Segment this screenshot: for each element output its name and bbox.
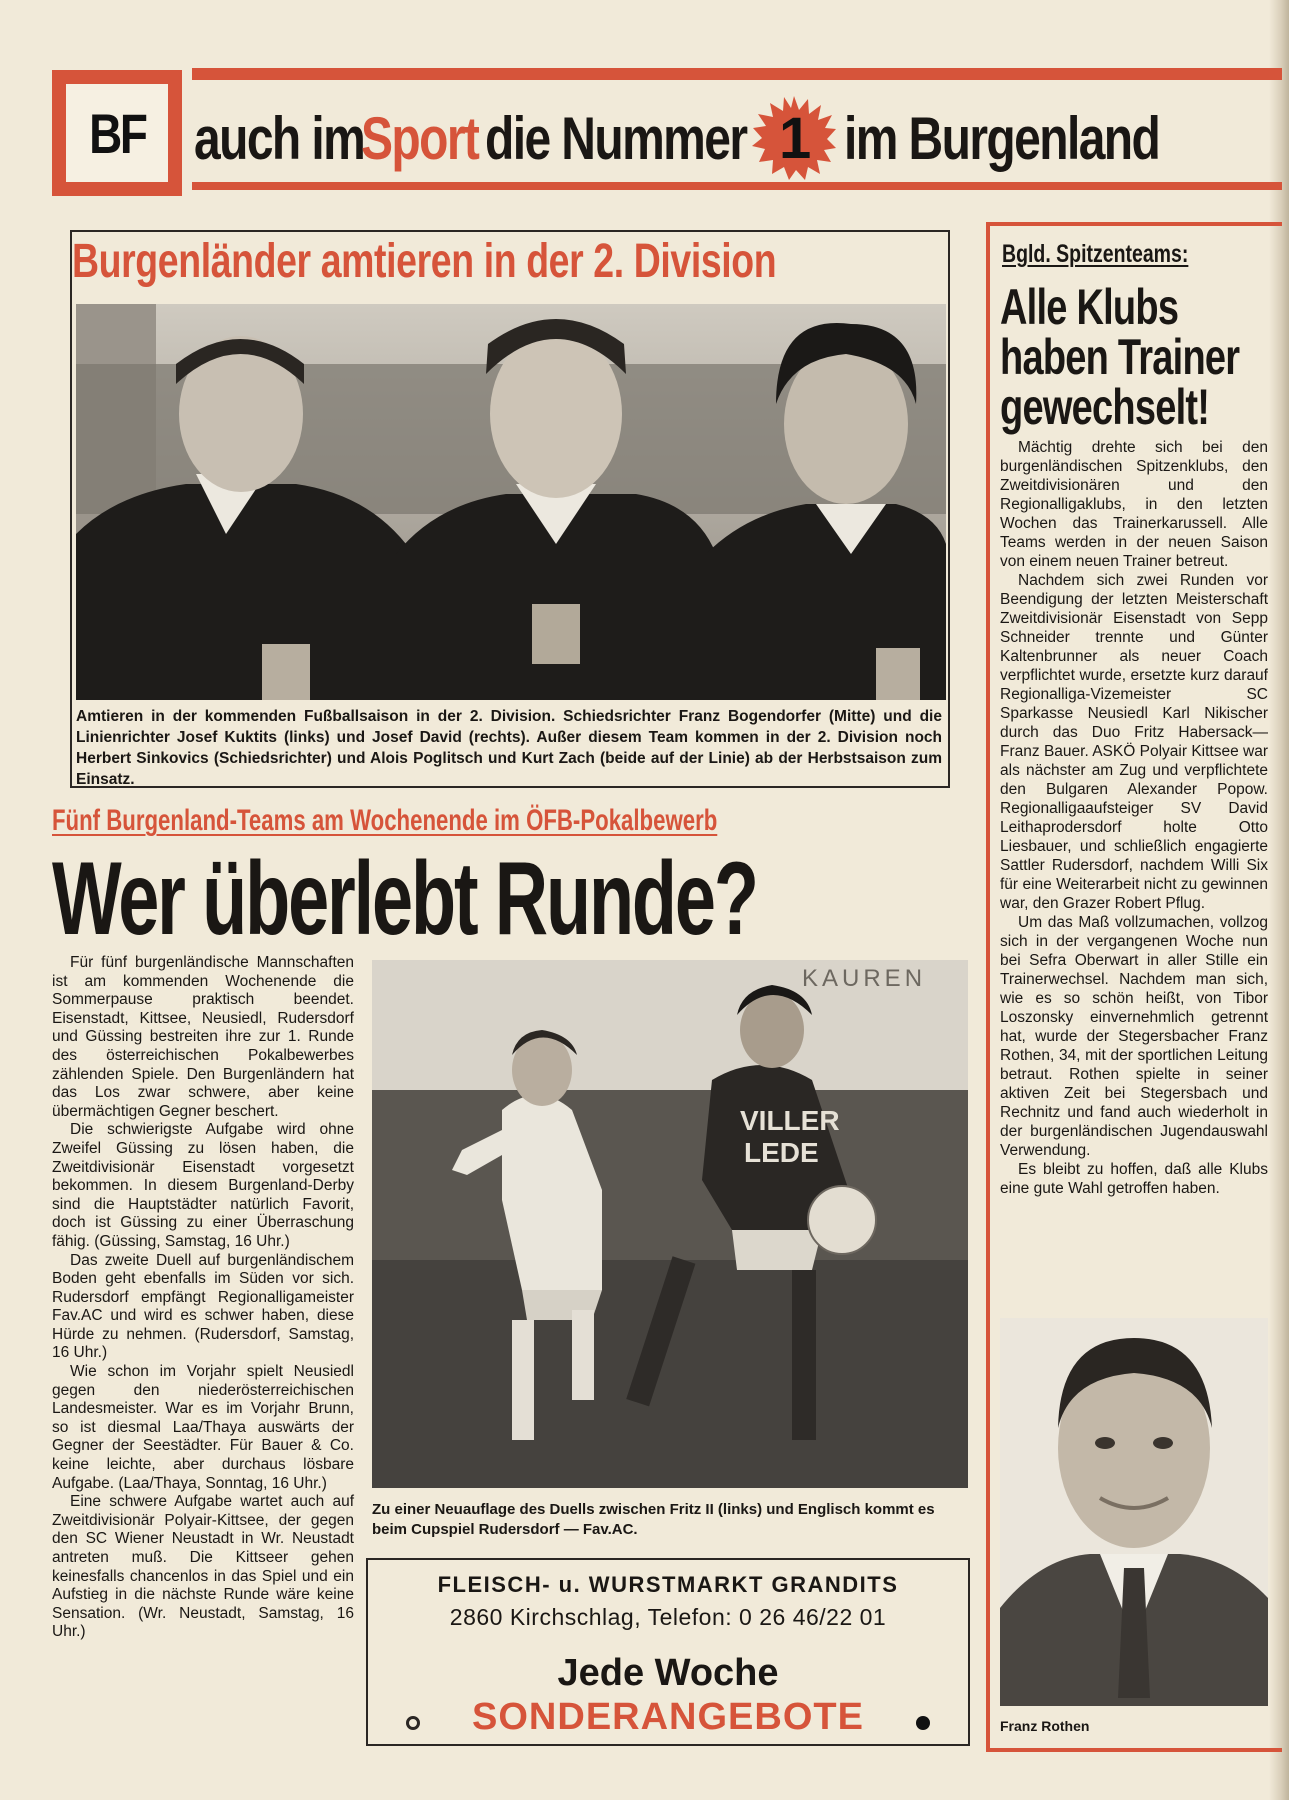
- trainer-paragraph: Es bleibt zu hoffen, daß alle Klubs eine gute Wahl getroffen haben.: [1000, 1161, 1268, 1197]
- ad-weekly: Jede Woche: [557, 1652, 779, 1694]
- referee-headline: Burgenländer amtieren in der 2. Division: [72, 235, 777, 288]
- trainer-paragraph: Mächtig drehte sich bei den burgenländischen Spitzenklubs, den Zweitdivisionären und den Regionalligaklubs, in den letzten Wochen das Trainerkarussell. Alle Teams werden in der neuen Saison von einem neuen Trainer betreut.: [1000, 439, 1268, 570]
- bf-logo: [52, 70, 182, 196]
- ad-shop-name: FLEISCH- u. WURSTMARKT GRANDITS: [437, 1572, 899, 1597]
- cup-headline: Wer überlebt Runde?: [52, 841, 757, 957]
- cup-paragraph: Die schwierigste Aufgabe wird ohne Zweifel Güssing zu lösen haben, die Zweitdivisionär Eisenstadt vorgesetzt bekommen. In diesem Burgenland-Derby sind die Hauptstädter natürlich Favorit, doch ist Güssing zu einer Überraschung fähig. (Güssing, Samstag, 16 Uhr.): [52, 1121, 354, 1250]
- soccer-match-photo: [372, 960, 968, 1488]
- bf-logo-text: BF: [88, 101, 146, 165]
- franz-rothen-portrait: [1000, 1318, 1268, 1706]
- butcher-advertisement: [366, 1558, 970, 1746]
- trainer-headline: [1000, 279, 1258, 435]
- right-column-bottom-rule: [986, 1748, 1282, 1752]
- trainer-headline-line: gewechselt!: [1000, 379, 1210, 435]
- masthead-slogan: [194, 96, 1284, 180]
- masthead-part-3: die Nummer: [485, 104, 747, 172]
- soccer-photo-art: [372, 960, 968, 1488]
- cup-paragraph: Wie schon im Vorjahr spielt Neusiedl gegen den niederösterreichischen Landesmeister. War es im Vorjahr Brunn, so ist diesmal Laa/Thaya auswärts der Gegner der Seestädter. Für Bauer & Co. keine leichte, aber durchaus lösbare Aufgabe. (Laa/Thaya, Sonntag, 16 Uhr.): [52, 1363, 354, 1492]
- ad-address-phone: 2860 Kirchschlag, Telefon: 0 26 46/22 01: [449, 1604, 887, 1630]
- trainer-headline-line: Alle Klubs: [1000, 279, 1179, 335]
- referee-photo-caption: Amtieren in der kommenden Fußballsaison in der 2. Division. Schiedsrichter Franz Bogendorfer (Mitte) und die Linienrichter Josef Kuktits (links) und Josef David (rechts). Außer diesem Team kommen in der 2. Division noch Herbert Sinkovics (Schiedsrichter) und Alois Poglitsch und Kurt Zach (beide auf der Linie) ab der Herbstsaison zum Einsatz.: [76, 708, 942, 788]
- number-one: 1: [779, 105, 810, 171]
- masthead-part-1: auch im: [194, 104, 365, 172]
- cup-article-body: [52, 954, 354, 1642]
- trainer-paragraph: Um das Maß vollzumachen, vollzog sich in der vergangenen Woche nun bei Sefra Oberwart in aller Stille ein Trainerwechsel. Nachdem man sich, wie es so schön heißt, von Tibor Loszonsky einvernehmlich getrennt hat, wurde der Stegersbacher Franz Rothen, 34, mit der sportlichen Leitung betraut. Rothen spielte in seiner aktiven Zeit bei Stegersbach und Rechnitz und fand auch wiederholt in der burgenländischen Jugendauswahl Verwendung.: [1000, 914, 1268, 1159]
- cup-paragraph: Das zweite Duell auf burgenländischem Boden geht ebenfalls im Süden vor sich. Rudersdorf empfängt Regionalligameister Fav.AC und wird es schwer haben, diese Hürde zu nehmen. (Rudersdorf, Samstag, 16 Uhr.): [52, 1251, 354, 1362]
- masthead-bottom-rule: [192, 182, 1282, 190]
- masthead-top-rule: [192, 68, 1282, 80]
- ad-special-offers: SONDERANGEBOTE: [472, 1696, 864, 1738]
- page-edge-shadow: [1269, 0, 1289, 1800]
- shirt-text-top: VILLER: [740, 1105, 840, 1136]
- cup-paragraph: Eine schwere Aufgabe wartet auch auf Zweitdivisionär Polyair-Kittsee, der gegen den SC Wiener Neustadt in Wr. Neustadt antreten muß. Die Kittseer gehen keinesfalls chancenlos in das Spiel und ein Aufstieg in die nächste Runde wäre keine Sensation. (Wr. Neustadt, Samstag, 16 Uhr.): [52, 1493, 354, 1641]
- shirt-text-bottom: LEDE: [744, 1137, 819, 1168]
- ad-dot-icon: [916, 1716, 930, 1730]
- right-column-side-rule: [986, 222, 990, 1752]
- trainer-paragraph: Nachdem sich zwei Runden vor Beendigung der letzten Meisterschaft Zweitdivisionär Eisenstadt von Sepp Schneider trennte und Günter Kaltenbrunner als neuer Coach verpflichtet wurde, ersetzte kurz darauf Regionalliga-Vizemeister SC Sparkasse Neusiedl Karl Nikischer durch das Duo Fritz Habersack—Franz Bauer. ASKÖ Polyair Kittsee war als nächster am Zug und verpflichtete den Bulgaren Alexander Popow. Regionalligaaufsteiger SV David Leithaprodersdorf holte Otto Liesbauer, und schließlich engagierte Sattler Rudersdorf, nachdem Willi Six für eine Weiterarbeit nicht zu gewinnen war, den Grazer Robert Pflug.: [1000, 572, 1268, 912]
- number-one-starburst-icon: [752, 96, 836, 180]
- cup-kicker: Fünf Burgenland-Teams am Wochenende im ÖFB-Pokalbewerb: [52, 804, 718, 837]
- portrait-art: [1000, 1318, 1268, 1706]
- cup-paragraph: Für fünf burgenländische Mannschaften ist am kommenden Wochenende die Sommerpause praktisch beendet. Eisenstadt, Kittsee, Neusiedl, Rudersdorf und Güssing bestreiten ihre zur 1. Runde des österreichischen Pokalbewerbes zählenden Spiele. Den Burgenländern hat das Los zwar schwere, aber keine übermächtigen Gegner beschert.: [52, 954, 354, 1120]
- portrait-caption: Franz Rothen: [1000, 1718, 1090, 1734]
- ad-ring-icon: [406, 1716, 420, 1730]
- trainer-headline-line: haben Trainer: [1000, 329, 1240, 385]
- referees-photo: [76, 304, 946, 700]
- soccer-photo-caption: Zu einer Neuauflage des Duells zwischen Fritz II (links) und Englisch kommt es beim Cupspiel Rudersdorf — Fav.AC.: [372, 1501, 935, 1538]
- stadium-banner-text: KAUREN: [802, 965, 927, 992]
- trainer-kicker: Bgld. Spitzenteams:: [1002, 240, 1189, 268]
- trainer-article-body: [1000, 438, 1268, 1198]
- referees-photo-art: [76, 304, 946, 700]
- masthead-part-4: im Burgenland: [844, 104, 1160, 172]
- football: [808, 1186, 876, 1254]
- masthead-sport: Sport: [360, 104, 479, 172]
- right-column-top-rule: [986, 222, 1282, 226]
